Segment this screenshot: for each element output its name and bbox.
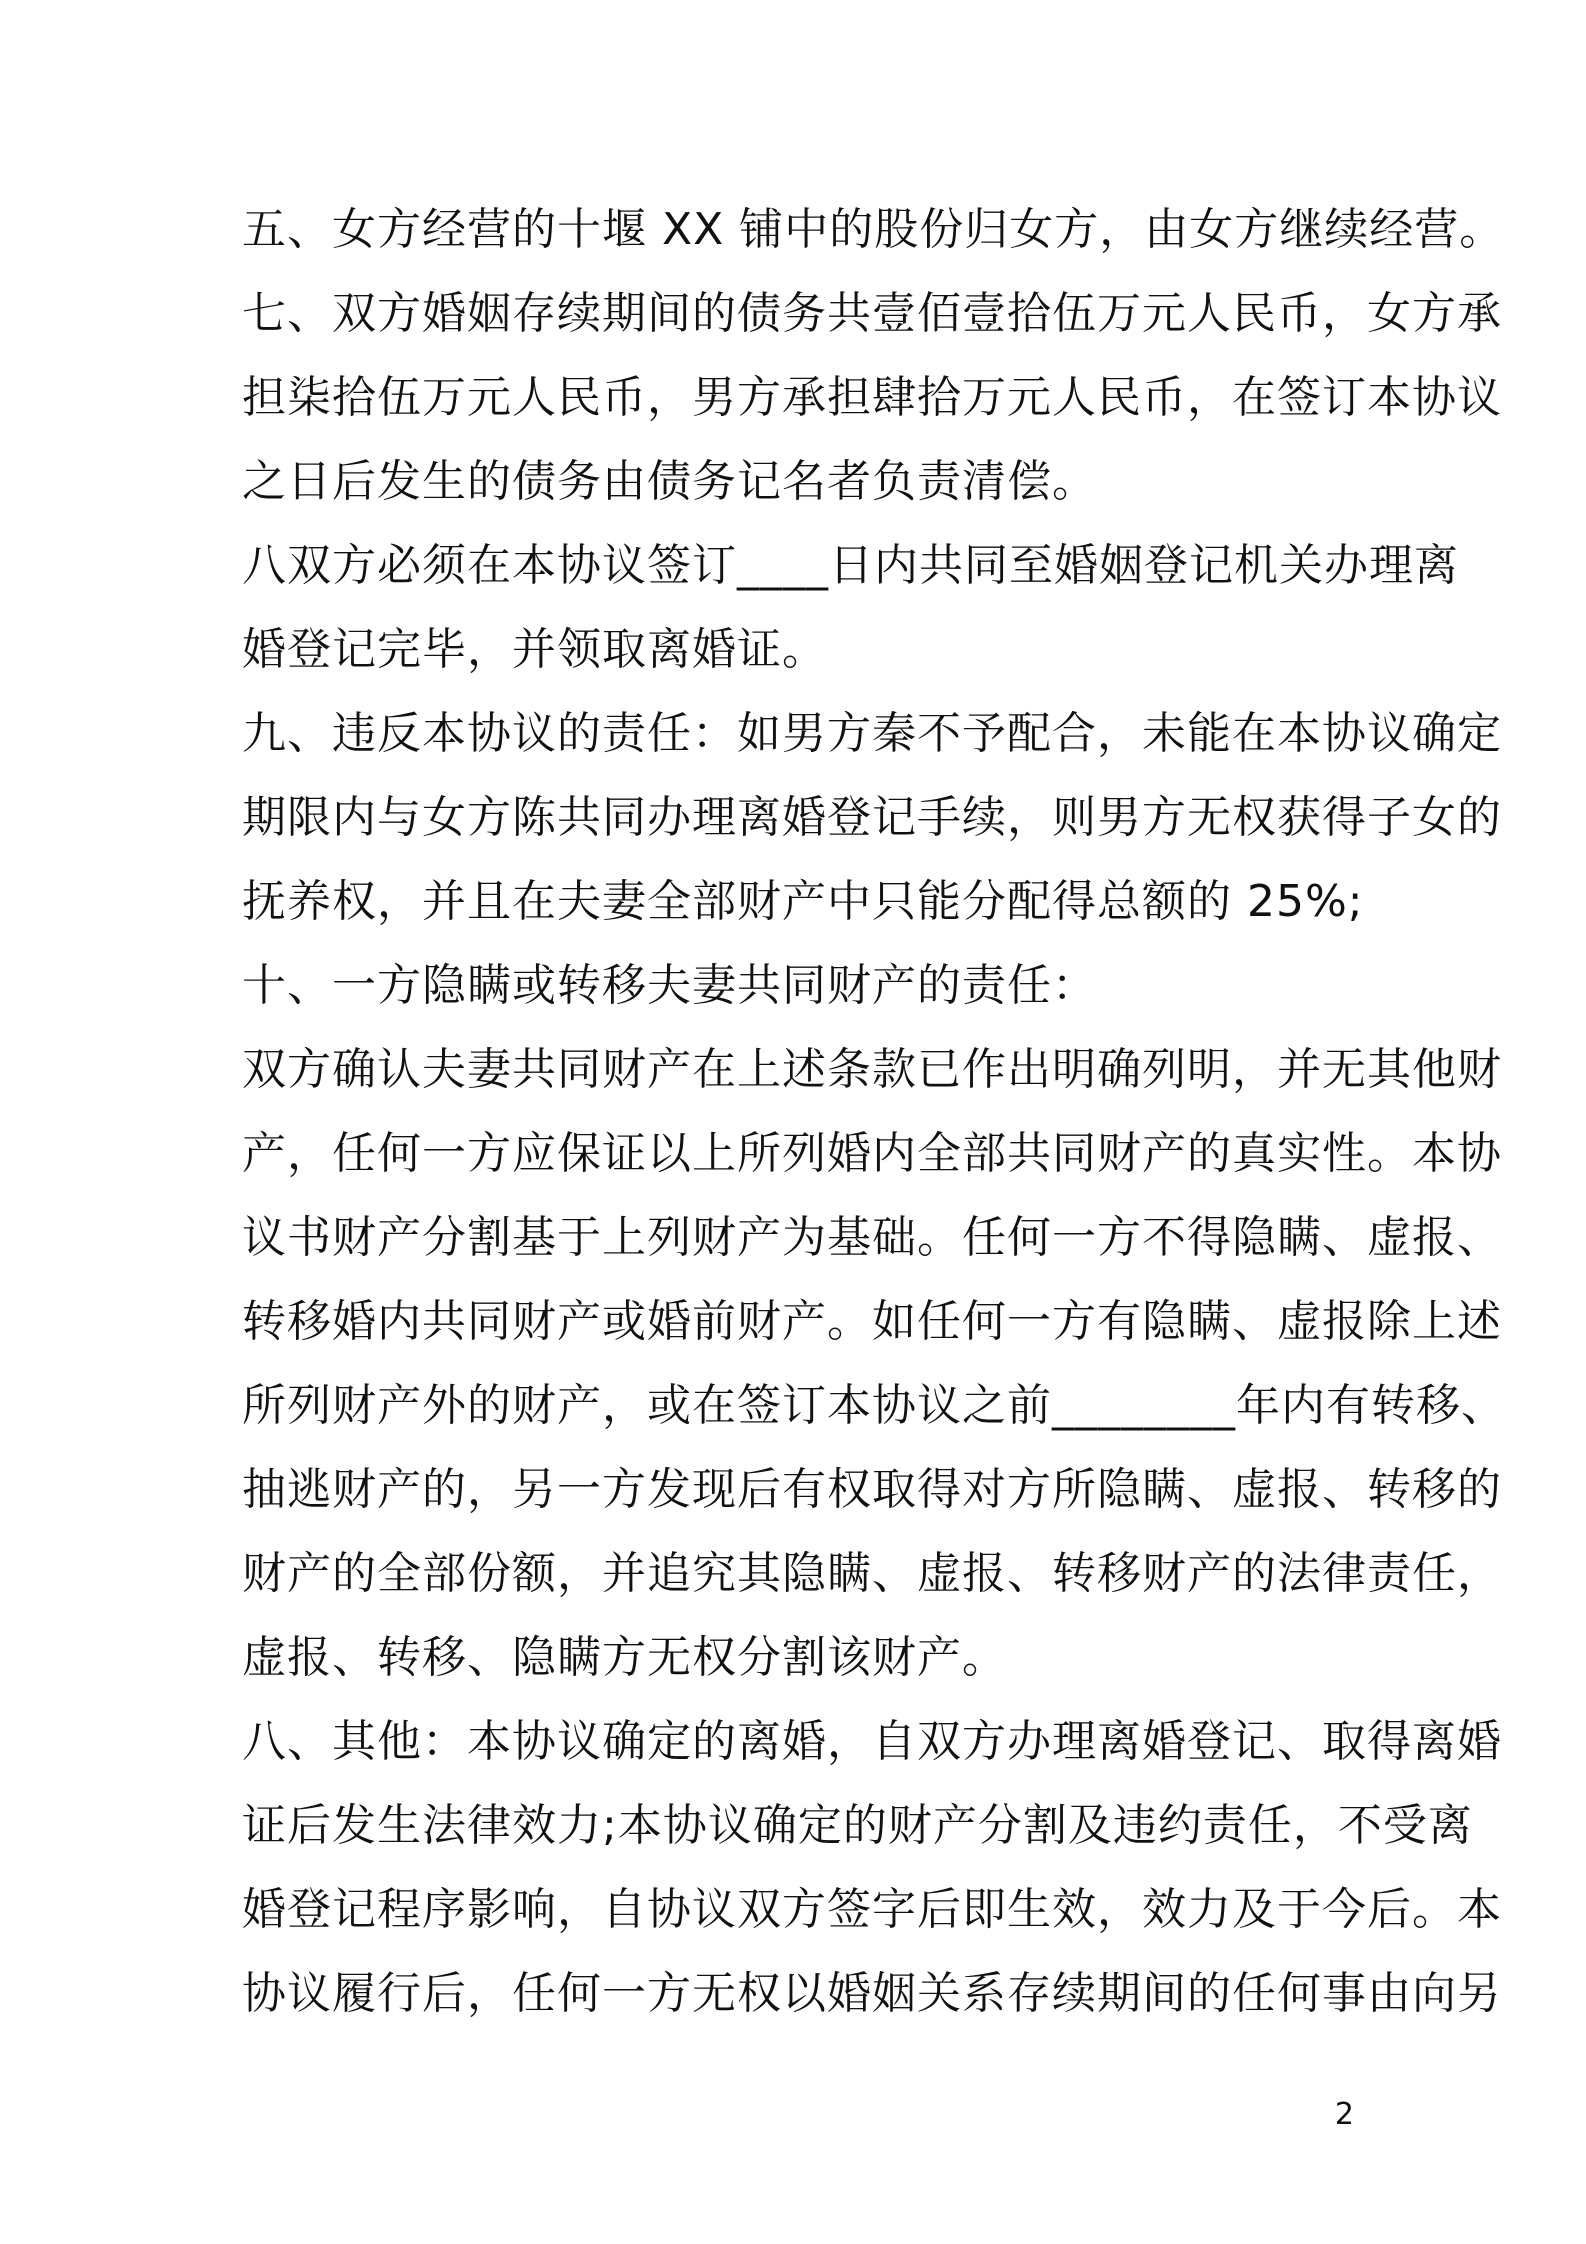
text-line: 十、一方隐瞒或转移夫妻共同财产的责任： bbox=[242, 960, 1097, 1011]
text-line: 八双方必须在本协议签订____日内共同至婚姻登记机关办理离 bbox=[242, 540, 1459, 591]
text-line: 婚登记完毕，并领取离婚证。 bbox=[242, 624, 827, 675]
document-body bbox=[242, 188, 1506, 2036]
text-line: 财产的全部份额，并追究其隐瞒、虚报、转移财产的法律责任， bbox=[242, 1548, 1502, 1599]
text-line: 抽逃财产的，另一方发现后有权取得对方所隐瞒、虚报、转移的 bbox=[242, 1464, 1502, 1515]
text-line: 双方确认夫妻共同财产在上述条款已作出明确列明，并无其他财 bbox=[242, 1044, 1502, 1095]
text-line: 婚登记程序影响，自协议双方签字后即生效，效力及于今后。本 bbox=[242, 1884, 1502, 1935]
text-line: 议书财产分割基于上列财产为基础。任何一方不得隐瞒、虚报、 bbox=[242, 1212, 1502, 1263]
text-line: 担柒拾伍万元人民币，男方承担肆拾万元人民币，在签订本协议 bbox=[242, 372, 1502, 423]
text-line: 七、双方婚姻存续期间的债务共壹佰壹拾伍万元人民币，女方承 bbox=[242, 288, 1502, 339]
text-line: 产，任何一方应保证以上所列婚内全部共同财产的真实性。本协 bbox=[242, 1128, 1502, 1179]
text-line: 转移婚内共同财产或婚前财产。如任何一方有隐瞒、虚报除上述 bbox=[242, 1296, 1502, 1347]
text-line: 抚养权，并且在夫妻全部财产中只能分配得总额的 25%; bbox=[242, 876, 1364, 927]
text-line: 九、违反本协议的责任：如男方秦不予配合，未能在本协议确定 bbox=[242, 708, 1502, 759]
text-line: 期限内与女方陈共同办理离婚登记手续，则男方无权获得子女的 bbox=[242, 792, 1502, 843]
text-line: 虚报、转移、隐瞒方无权分割该财产。 bbox=[242, 1632, 1007, 1683]
text-line: 所列财产外的财产，或在签订本协议之前________年内有转移、 bbox=[242, 1380, 1506, 1431]
text-line: 证后发生法律效力;本协议确定的财产分割及违约责任，不受离 bbox=[242, 1800, 1473, 1851]
text-line: 八、其他：本协议确定的离婚，自双方办理离婚登记、取得离婚 bbox=[242, 1716, 1502, 1767]
text-line: 五、女方经营的十堰 XX 铺中的股份归女方，由女方继续经营。 bbox=[242, 204, 1505, 255]
text-line: 之日后发生的债务由债务记名者负责清偿。 bbox=[242, 456, 1097, 507]
page-number: 2 bbox=[1334, 2097, 1354, 2132]
text-line: 协议履行后，任何一方无权以婚姻关系存续期间的任何事由向另 bbox=[242, 1968, 1502, 2019]
